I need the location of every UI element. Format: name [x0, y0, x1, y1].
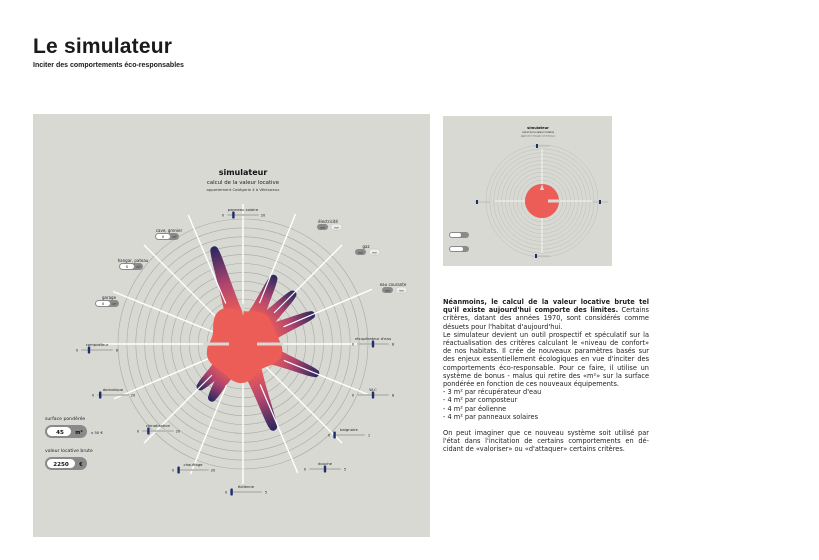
slider-6[interactable]: [172, 462, 216, 474]
slider-min: 0: [91, 393, 95, 398]
toggle-1[interactable]: [355, 244, 380, 255]
preview-slider-bottom: [534, 254, 550, 258]
slider-label: éolienne: [237, 484, 255, 489]
slider-0[interactable]: [222, 207, 266, 219]
description-lead: Néanmoins, le calcul de la valeur locative brute tel qu'il existe aujourd'hui comporte des limites.: [443, 298, 649, 315]
toggle-on-label: oui: [385, 288, 390, 293]
slider-track[interactable]: [81, 349, 113, 351]
slider-label: climatisation: [145, 423, 171, 428]
slider-max: 8: [391, 342, 395, 347]
description-p2: Le simulateur devient un outil prospectif et spéculatif sur la réactualisation des critères calculant le «niveau de confort» de nos habitats. Il crée de nouveaux paramètres basés sur des enjeux essentiellement écologiques en vue d'inciter des comportements éco-responsable. Pour ce faire, il utilise un système de bonus - malus qui retire des «m²» sur la surface pondérée en fonction de ces nouveaux équipements.: [443, 330, 649, 389]
slider-min: 0: [136, 429, 140, 434]
surface-rate: x 50 €: [91, 430, 103, 435]
slider-min: 0: [221, 213, 225, 218]
slider-1[interactable]: [352, 336, 395, 348]
surface-unit: m²: [75, 430, 83, 436]
slider-track[interactable]: [142, 430, 174, 432]
slider-handle[interactable]: [372, 341, 374, 348]
toggle-off-label: non: [398, 288, 405, 293]
slider-handle[interactable]: [147, 428, 149, 435]
blob-gap: [257, 343, 283, 346]
area-input-2[interactable]: [95, 295, 119, 307]
slider-track[interactable]: [177, 469, 209, 471]
input-label: garage: [101, 295, 117, 300]
slider-label: domotique: [102, 387, 124, 392]
toggle-off-label: non: [371, 250, 378, 255]
rent-label: valeur locative brute: [45, 449, 93, 454]
preview-rent-inner: [450, 247, 463, 251]
toggle-on-label: oui: [358, 250, 363, 255]
list-item: - 4 m² par éolienne: [443, 404, 507, 413]
slider-min: 0: [75, 348, 79, 353]
slider-max: 1: [367, 433, 371, 438]
toggle-label: eau courante: [379, 282, 407, 287]
radar-spoke-overlay: [284, 289, 372, 327]
rent-value: 2250: [53, 462, 69, 468]
slider-label: douche: [318, 461, 332, 466]
slider-track[interactable]: [97, 394, 129, 396]
preview-context: appartement Catégorie 4 à Vénissieux: [520, 135, 556, 138]
simulator-panel: [33, 114, 430, 537]
input-unit: m²: [112, 302, 117, 306]
description-text: [443, 298, 649, 454]
slider-handle[interactable]: [324, 466, 326, 473]
rent-unit: €: [79, 462, 83, 468]
slider-track[interactable]: [227, 214, 259, 216]
slider-max: 5: [264, 490, 268, 495]
input-unit: m²: [136, 265, 141, 269]
list-item: - 4 m² par panneaux solaires: [443, 412, 539, 421]
area-input-1[interactable]: [118, 258, 149, 270]
slider-handle[interactable]: [99, 392, 101, 399]
slider-max: 20: [130, 393, 136, 398]
input-unit: m²: [172, 235, 177, 239]
simulator-subtitle: calcul de la valeur locative: [206, 180, 280, 186]
slider-max: 8: [391, 393, 395, 398]
slider-label: baignoire: [340, 427, 358, 432]
slider-4[interactable]: [304, 461, 346, 473]
simulator-context: appartement Catégorie 4 à Vénissieux: [206, 187, 280, 192]
toggle-2[interactable]: [380, 282, 407, 293]
slider-min: 0: [224, 490, 228, 495]
toggle-label: électricité: [318, 219, 338, 224]
slider-min: 0: [303, 467, 307, 472]
slider-label: composteur: [85, 342, 109, 347]
surface-label: surface pondérée: [45, 417, 86, 422]
toggle-on-label: oui: [320, 225, 325, 230]
page-title: Le simulateur: [33, 35, 173, 58]
slider-label: chauffage: [183, 462, 203, 467]
input-value[interactable]: 0: [125, 265, 129, 269]
preview-surface-inner: [450, 233, 461, 237]
preview-title: simulateur: [527, 126, 549, 130]
radar-spoke-overlay: [260, 385, 298, 473]
preview-slider-left: [475, 200, 490, 204]
slider-max: 20: [175, 429, 181, 434]
slider-max: 20: [210, 468, 216, 473]
list-item: - 4 m² par composteur: [443, 396, 518, 405]
toggle-0[interactable]: [317, 219, 342, 230]
slider-label: panneau solaire: [227, 207, 259, 212]
slider-max: 20: [260, 213, 266, 218]
slider-min: 0: [171, 468, 175, 473]
slider-handle[interactable]: [333, 432, 335, 439]
toggle-off-label: non: [333, 225, 340, 230]
input-value[interactable]: 0: [101, 302, 105, 306]
input-value[interactable]: 0: [161, 235, 165, 239]
slider-track[interactable]: [230, 491, 262, 493]
preview-subtitle: calcul de la valeur locative: [521, 131, 555, 134]
slider-handle[interactable]: [372, 392, 374, 399]
slider-handle[interactable]: [230, 489, 232, 496]
simulator-title: simulateur: [218, 168, 268, 177]
slider-min: 0: [327, 433, 331, 438]
simulator-canvas: [33, 114, 430, 537]
slider-max: 5: [343, 467, 347, 472]
blob-gap: [203, 343, 229, 346]
slider-5[interactable]: [225, 484, 267, 496]
slider-track[interactable]: [333, 434, 365, 436]
slider-min: 0: [351, 342, 355, 347]
slider-3[interactable]: [328, 427, 370, 439]
radar-spoke-overlay: [274, 375, 342, 443]
slider-label: W-C: [369, 387, 377, 392]
slider-handle[interactable]: [232, 212, 234, 219]
radar-spoke-overlay: [114, 361, 202, 399]
radar-spoke-overlay: [144, 245, 212, 313]
description-p1: Certains critères, datant des années 1970, sont considérés comme désuets pour l'habitat d'aujourd'hui.: [443, 306, 649, 331]
preview-slider-top: [534, 144, 550, 148]
slider-handle[interactable]: [88, 347, 90, 354]
area-input-0[interactable]: [155, 228, 183, 240]
slider-max: 8: [115, 348, 119, 353]
simulator-preview: [443, 116, 612, 266]
radar-spoke-overlay: [274, 245, 342, 313]
preview-canvas: [443, 116, 612, 266]
preview-slider-right: [593, 200, 608, 204]
slider-handle[interactable]: [177, 467, 179, 474]
list-item: - 3 m² par récupérateur d'eau: [443, 388, 542, 397]
slider-min: 0: [351, 393, 355, 398]
page-subtitle: Inciter des comportements éco-responsables: [33, 62, 184, 69]
slider-label: récupérateur d'eau: [354, 336, 392, 341]
toggle-label: gaz: [362, 244, 370, 249]
description-p3: On peut imaginer que ce nouveau système soit utilisé par l'état dans l'incitation de certains comportements en dé-cidant de «valoriser» ou «d'attaquer» certains critères.: [443, 429, 649, 454]
input-label: cave, grenier: [155, 228, 183, 233]
preview-gap: [548, 200, 560, 203]
surface-value[interactable]: 45: [56, 430, 64, 436]
input-label: hangar, pateau: [117, 258, 149, 263]
